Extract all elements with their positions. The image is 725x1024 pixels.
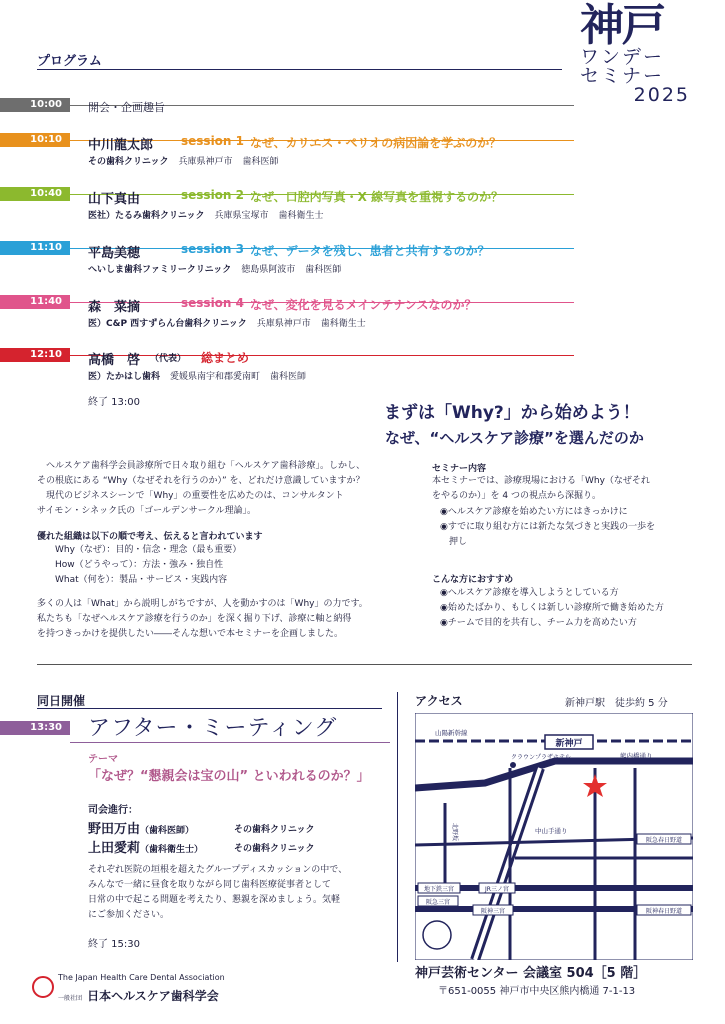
after-desc-line: にご参加ください。: [88, 910, 170, 920]
speaker-name: 高橋 啓: [88, 353, 141, 368]
session-label: session 1: [181, 134, 244, 148]
target-heading: こんな方におすすめ: [432, 575, 514, 585]
orgs-item-what: What（何を）：製品・サービス・実践内容: [55, 575, 228, 585]
after-desc-line: それぞれ医院の垣根を超えたグループディスカッションの中で、: [88, 865, 348, 875]
intro-line: ヘルスケア歯科学会員診療所で日々取り組む「ヘルスケア歯科診療」。しかし、: [37, 461, 365, 471]
access-heading: アクセス: [415, 694, 463, 708]
access-map: [415, 713, 693, 960]
speaker-role: 歯科衛生士: [278, 211, 324, 221]
speaker-org: へいしま歯科ファミリークリニック: [88, 265, 232, 275]
intro-paragraph-2: [37, 597, 412, 642]
association-en: The Japan Health Care Dental Association: [58, 973, 225, 982]
venue: 神戸芸術センター 会議室 504［5 階］: [415, 966, 647, 981]
intro-line: を持つきっかけを提供したい――そんな想いで本セミナーを企画しました。: [37, 629, 344, 639]
time-line: [70, 355, 574, 356]
mc-row-1: [88, 818, 194, 837]
speaker-role: 歯科医師: [242, 157, 279, 167]
address: 〒651-0055 神戸市中央区熊内橋通 7-1-13: [438, 986, 636, 997]
target-item: ◉ヘルスケア診療を導入しようとしている方: [440, 588, 619, 598]
svg-text:阪急三宮: 阪急三宮: [425, 899, 451, 906]
target-list: [440, 586, 664, 631]
seminar-bullet: ◉すでに取り組む方には新たな気づきと実践の一歩を: [440, 522, 656, 532]
seminar-logo: [580, 0, 696, 122]
program-heading: プログラム: [37, 54, 102, 69]
association-jp: 日本ヘルスケア歯科学会: [87, 989, 219, 1003]
time-badge: 10:00: [0, 98, 70, 112]
logo-seminar: セミナー: [580, 65, 665, 87]
after-time-line: [70, 742, 390, 743]
speaker-affiliation: [88, 262, 341, 275]
mc-role: （歯科衛生士）: [140, 845, 204, 855]
seminar-bullets: [440, 505, 655, 550]
after-rule: [37, 708, 382, 709]
after-heading: 同日開催: [37, 694, 86, 708]
svg-text:北野坂: 北野坂: [451, 823, 458, 842]
speaker-affiliation: [88, 208, 324, 221]
access-station: 新神戸駅 徒歩約 5 分: [565, 698, 668, 709]
after-description: [88, 863, 388, 923]
speaker-org: 医社）たるみ歯科クリニック: [88, 211, 205, 221]
after-desc-line: みんなで一緒に昼食を取りながら同じ歯科医療従事者として: [88, 880, 332, 890]
orgs-list: [55, 543, 241, 588]
speaker-location: 徳島県阿波市: [241, 265, 296, 275]
association-prefix: 一般社団: [58, 995, 83, 1002]
svg-text:阪神三宮: 阪神三宮: [480, 908, 506, 915]
speaker-affiliation: [88, 369, 306, 382]
speaker-location: 兵庫県神戸市: [178, 157, 233, 167]
seminar-content: [432, 474, 650, 504]
map-label-sanyo: 山陽新幹線: [435, 729, 468, 737]
speaker-role: 歯科医師: [305, 265, 342, 275]
logo-oneday: ワンデー: [580, 46, 665, 68]
session-title: 総まとめ: [201, 351, 250, 365]
speaker-location: 兵庫県宝塚市: [214, 211, 269, 221]
speaker-name: 開会・企画趣旨: [88, 101, 165, 114]
orgs-heading: 優れた組織は以下の順で考え、伝えると言われています: [37, 532, 263, 542]
speaker-role: 歯科衛生士: [320, 319, 366, 329]
svg-text:クラウンプラザホテル: クラウンプラザホテル: [511, 754, 571, 761]
speaker-name: 山下真由: [88, 192, 141, 207]
intro-paragraph-1: [37, 459, 412, 519]
svg-text:熊内橋通り: 熊内橋通り: [620, 752, 653, 760]
speaker-org: 医）C&P 西すずらん台歯科クリニック: [88, 319, 247, 329]
mc-label: 司会進行：: [88, 805, 138, 816]
association-jp-row: [58, 985, 219, 1004]
after-time-badge: 13:30: [0, 721, 70, 735]
svg-text:地下鉄三宮: 地下鉄三宮: [423, 886, 455, 893]
column-divider: [397, 692, 398, 962]
svg-text:阪急春日野道: 阪急春日野道: [645, 837, 683, 844]
seminar-content-heading: セミナー内容: [432, 464, 487, 474]
mc-org: その歯科クリニック: [234, 825, 315, 835]
intro-line: 現代のビジネスシーンで「Why」の重要性を広めたのは、コンサルタント: [37, 491, 344, 501]
target-item: ◉始めたばかり、もしくは新しい診療所で働き始めた方: [440, 603, 664, 613]
session-label: session 2: [181, 188, 244, 202]
time-badge: 10:40: [0, 187, 70, 201]
seminar-bullet: 押し: [440, 537, 468, 547]
orgs-item-why: Why（なぜ）：目的・信念・理念（最も重要）: [55, 545, 242, 555]
after-theme-label: テーマ: [88, 754, 118, 765]
intro-heading-why: まずは「Why?」から始めよう！: [384, 403, 640, 423]
speaker-org: 医）たかはし歯科: [88, 372, 161, 382]
program-end: 終了 13:00: [88, 397, 140, 408]
session-title: なぜ、カリエス・ペリオの病因論を学ぶのか？: [250, 136, 502, 150]
svg-text:中山手通り: 中山手通り: [535, 827, 568, 835]
svg-text:JR三ノ宮: JR三ノ宮: [485, 886, 509, 893]
seminar-bullet: ◉ヘルスケア診療を始めたい方にはきっかけに: [440, 507, 628, 517]
after-end: 終了 15:30: [88, 939, 140, 950]
speaker-suffix: （代表）: [150, 354, 187, 364]
speaker-location: 愛媛県南宇和郡愛南町: [170, 372, 261, 382]
speaker-affiliation: [88, 316, 366, 329]
mc-name: 野田万由: [88, 822, 141, 837]
target-item: ◉チームで目的を共有し、チーム力を高めたい方: [440, 618, 637, 628]
session-label: session 4: [181, 296, 244, 310]
intro-line: 多くの人は「What」から説明しがちですが、人を動かすのは「Why」の力です。: [37, 599, 368, 609]
mc-name: 上田愛莉: [88, 841, 141, 856]
speaker-location: 兵庫県神戸市: [256, 319, 311, 329]
logo-year: 2025: [633, 84, 690, 106]
mc-role: （歯科医師）: [140, 826, 195, 836]
association-logo-icon: [32, 976, 54, 998]
speaker-role: 歯科医師: [270, 372, 307, 382]
intro-heading-healthcare: なぜ、“ヘルスケア診療”を選んだのか: [385, 429, 644, 447]
session-label: session 3: [181, 242, 244, 256]
svg-text:新神戸: 新神戸: [555, 739, 583, 749]
after-theme: 「なぜ？“懇親会は宝の山” といわれるのか？」: [88, 769, 370, 784]
logo-kobe: 神戸: [580, 0, 664, 51]
orgs-item-how: How（どうやって）：方法・強み・独自性: [55, 560, 224, 570]
program-rule: [37, 69, 562, 70]
session-title: なぜ、データを残し、患者と共有するのか？: [250, 244, 490, 258]
section-divider: [37, 664, 692, 665]
speaker-org: その歯科クリニック: [88, 157, 169, 167]
speaker-name: 森 菜摘: [88, 300, 141, 315]
speaker-name: 中川龍太郎: [88, 138, 154, 153]
time-badge: 10:10: [0, 133, 70, 147]
mc-org: その歯科クリニック: [234, 844, 315, 854]
intro-line: サイモン・シネック氏の「ゴールデンサークル理論」。: [37, 506, 256, 516]
time-badge: 12:10: [0, 348, 70, 362]
session-title: なぜ、口腔内写真・X 線写真を重視するのか？: [250, 190, 504, 204]
seminar-content-line: をやるのか）」を 4 つの視点から深掘り。: [432, 491, 601, 501]
after-title: アフター・ミーティング: [88, 716, 338, 741]
speaker-affiliation: [88, 154, 279, 167]
time-badge: 11:10: [0, 241, 70, 255]
speaker-name: 平島美穂: [88, 246, 141, 261]
session-title: なぜ、変化を見るメインテナンスなのか？: [250, 298, 477, 312]
time-badge: 11:40: [0, 295, 70, 309]
intro-line: その根底にある “Why（なぜそれを行うのか）” を、どれだけ意識していますか？: [37, 476, 365, 486]
mc-row-2: [88, 837, 203, 856]
seminar-content-line: 本セミナーでは、診療現場における「Why（なぜそれ: [432, 476, 650, 486]
intro-line: 私たちも「なぜヘルスケア診療を行うのか」を深く掘り下げ、診療に軸と納得: [37, 614, 352, 624]
svg-text:阪神春日野道: 阪神春日野道: [645, 908, 683, 915]
after-desc-line: 日常の中で起こる問題を考えたり、懇親を深めましょう。気軽: [88, 895, 341, 905]
